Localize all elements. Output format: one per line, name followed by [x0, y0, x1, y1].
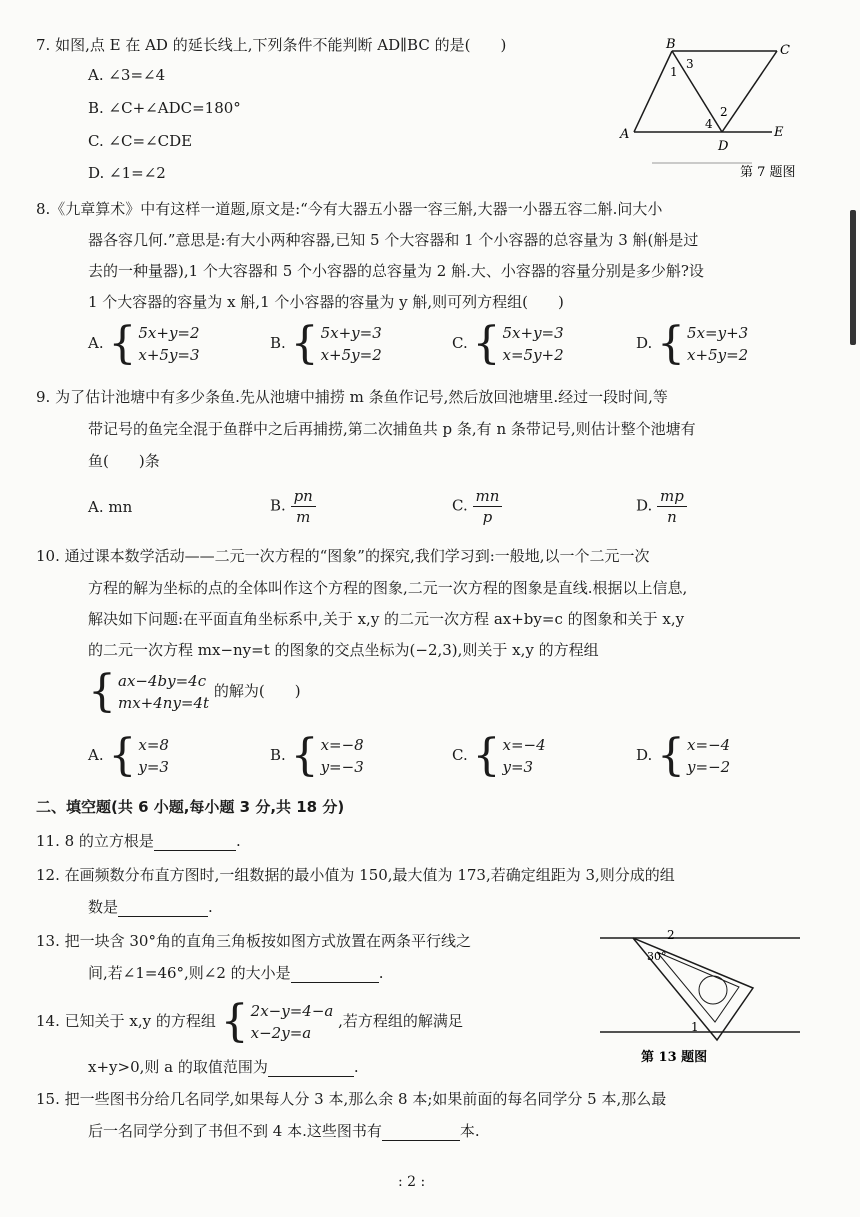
q12-line1: 12. 在画频数分布直方图时,一组数据的最小值为 150,最大值为 173,若确定组距为 3,则分成的组: [36, 866, 675, 884]
q9-line2: 带记号的鱼完全混于鱼群中之后再捕捞,第二次捕鱼共 p 条,有 n 条带记号,则估计整个池塘有: [88, 420, 696, 438]
q10-a-row1: x=8: [138, 736, 169, 754]
q10-option-a: A. { x=8 y=3: [88, 730, 169, 781]
q7-option-b: B. ∠C+∠ADC=180°: [88, 99, 241, 117]
q12-answer-blank[interactable]: [118, 900, 208, 917]
q8-line2: 器各容几何.”意思是:有大小两种容器,已知 5 个大容器和 1 个小容器的总容量为 3 斛(斛是过: [88, 231, 699, 249]
q9-c-denominator: p: [482, 508, 493, 526]
page-number-value: 2: [407, 1174, 417, 1190]
q10-d-row1: x=−4: [687, 736, 731, 754]
label-c: C: [780, 43, 790, 58]
q13-text: 间,若∠1=46°,则∠2 的大小是: [88, 964, 291, 982]
q10-sys-tail: 的解为( ): [213, 682, 301, 700]
board-hole: [699, 976, 727, 1004]
q9-option-b-label: B.: [270, 496, 286, 515]
q14-answer-blank[interactable]: [268, 1060, 354, 1077]
q14-line2: [88, 1056, 359, 1077]
q8-c-row2: x=5y+2: [502, 346, 564, 364]
q11-text: 11. 8 的立方根是: [36, 832, 154, 850]
q8-b-row1: 5x+y=3: [320, 324, 382, 342]
q13-answer-blank[interactable]: [291, 966, 379, 983]
q13-angle-1: 1: [691, 1020, 699, 1034]
q11-end: .: [235, 832, 241, 850]
q10-option-c: C. { x=−4 y=3: [452, 730, 546, 781]
q9-option-c: [452, 486, 502, 527]
q9-option-b: [270, 486, 316, 527]
q14-end: .: [353, 1058, 359, 1076]
q10-option-b-label: B.: [270, 746, 286, 764]
angle-4: 4: [705, 117, 713, 131]
page-number-dot-right: :: [416, 1174, 426, 1190]
q9-d-denominator: n: [667, 508, 677, 526]
q9-b-numerator: pn: [291, 486, 316, 507]
q10-a-row2: y=3: [138, 758, 169, 776]
q10-option-d: D. { x=−4 y=−2: [636, 730, 731, 781]
q9-line1: 9. 为了估计池塘中有多少条鱼.先从池塘中捕捞 m 条鱼作记号,然后放回池塘里.经过一段时间,等: [36, 388, 668, 406]
q8-option-c: C. { 5x+y=3 x=5y+2: [452, 318, 564, 369]
q8-option-b: B. { 5x+y=3 x+5y=2: [270, 318, 382, 369]
q9-option-d-label: D.: [636, 496, 653, 515]
q13-angle-30: 30°: [647, 950, 667, 963]
q9-option-a: A. mn: [88, 498, 133, 516]
q12-end: .: [208, 898, 213, 916]
q7-figure: [612, 36, 812, 186]
q13-caption: 第 13 题图: [641, 1050, 708, 1065]
q8-d-row2: x+5y=2: [687, 346, 749, 364]
line-cd: [722, 51, 777, 132]
q8-line3: 去的一种量器),1 个大容器和 5 个小容器的总容量为 2 斛.大、小容器的容量分别是多少斛?设: [88, 262, 704, 280]
angle-3: 3: [686, 57, 694, 71]
q11-answer-blank[interactable]: [154, 834, 236, 851]
q15-line1: 15. 把一些图书分给几名同学,如果每人分 3 本,那么余 8 本;如果前面的每名同学分 5 本,那么最: [36, 1090, 667, 1108]
q14-text: 14. 已知关于 x,y 的方程组: [36, 1012, 216, 1030]
q10-option-a-label: A.: [88, 746, 104, 764]
q15-end: 本.: [459, 1122, 480, 1140]
q7-option-c: C. ∠C=∠CDE: [88, 132, 193, 150]
q10-line2: 方程的解为坐标的点的全体叫作这个方程的图象,二元一次方程的图象是直线.根据以上信息,: [88, 579, 688, 597]
angle-2: 2: [720, 105, 728, 119]
label-d: D: [718, 139, 729, 154]
q13-end: .: [378, 964, 384, 982]
q8-d-row1: 5x=y+3: [687, 324, 749, 342]
q9-b-denominator: m: [296, 508, 311, 526]
q14-text2: x+y>0,则 a 的取值范围为: [88, 1058, 268, 1076]
q10-b-row1: x=−8: [320, 736, 364, 754]
q10-option-b: B. { x=−8 y=−3: [270, 730, 364, 781]
q8-option-a-label: A.: [88, 334, 104, 352]
q9-option-d: [636, 486, 687, 527]
scrollbar-handle[interactable]: [850, 210, 856, 345]
q12-line2: [88, 896, 213, 917]
q8-option-c-label: C.: [452, 334, 468, 352]
q8-option-d: D. { 5x=y+3 x+5y=2: [636, 318, 749, 369]
q10-sys-row1: ax−4by=4c: [118, 672, 207, 690]
label-a: A: [620, 127, 630, 142]
q10-d-row2: y=−2: [687, 758, 731, 776]
label-e: E: [774, 125, 784, 140]
q9-line3: 鱼( )条: [88, 452, 160, 470]
line-bd: [672, 51, 722, 132]
q8-c-row1: 5x+y=3: [502, 324, 564, 342]
q10-option-c-label: C.: [452, 746, 468, 764]
label-b: B: [666, 37, 676, 52]
q13-angle-2: 2: [667, 928, 675, 942]
q13-line1: 13. 把一块含 30°角的直角三角板按如图方式放置在两条平行线之: [36, 932, 471, 950]
q10-c-row2: y=3: [502, 758, 534, 776]
q9-option-c-label: C.: [452, 496, 468, 515]
q8-a-row2: x+5y=3: [138, 346, 200, 364]
q8-line4: 1 个大容器的容量为 x 斛,1 个小容器的容量为 y 斛,则可列方程组( ): [88, 293, 564, 311]
q15-text: 后一名同学分到了书但不到 4 本.这些图书有: [88, 1122, 382, 1140]
q10-c-row1: x=−4: [502, 736, 546, 754]
q7-caption: 第 7 题图: [740, 165, 796, 180]
q9-c-numerator: mn: [473, 486, 503, 507]
q7-option-a: A. ∠3=∠4: [88, 66, 166, 84]
q8-b-row2: x+5y=2: [320, 346, 382, 364]
q10-line1: 10. 通过课本数学活动——二元一次方程的“图象”的探究,我们学习到:一般地,以一个二元一次: [36, 547, 650, 565]
q8-option-b-label: B.: [270, 334, 286, 352]
section-2-heading: 二、填空题(共 6 小题,每小题 3 分,共 18 分): [36, 798, 345, 816]
q15-line2: [88, 1120, 480, 1141]
q9-d-numerator: mp: [657, 486, 687, 507]
q14-sys-row2: x−2y=a: [250, 1024, 312, 1042]
q13-line2: [88, 962, 383, 983]
q12-text: 数是: [88, 898, 119, 916]
q10-b-row2: y=−3: [320, 758, 364, 776]
q14-sys-row1: 2x−y=4−a: [250, 1002, 334, 1020]
q14-line1: 14. 已知关于 x,y 的方程组 { 2x−y=4−a x−2y=a ,若方程组的解满足: [36, 996, 463, 1047]
q10-line3: 解决如下问题:在平面直角坐标系中,关于 x,y 的二元一次方程 ax+by=c 的图象和关于 x,y: [88, 610, 685, 628]
q10-sys-row2: mx+4ny=4t: [118, 694, 210, 712]
q14-condition: ,若方程组的解满足: [338, 1012, 463, 1030]
q7-stem: 7. 如图,点 E 在 AD 的延长线上,下列条件不能判断 AD∥BC 的是( ): [36, 36, 507, 54]
q10-line4: 的二元一次方程 mx−ny=t 的图象的交点坐标为(−2,3),则关于 x,y 的方程组: [88, 641, 599, 659]
q15-answer-blank[interactable]: [382, 1124, 460, 1141]
q7-option-d: D. ∠1=∠2: [88, 164, 166, 182]
line-ab: [634, 51, 672, 132]
q10-option-d-label: D.: [636, 746, 653, 764]
q8-option-d-label: D.: [636, 334, 653, 352]
page-number-dot-left: :: [398, 1174, 408, 1190]
q8-option-a: A. { 5x+y=2 x+5y=3: [88, 318, 200, 369]
q8-a-row1: 5x+y=2: [138, 324, 200, 342]
angle-1: 1: [670, 65, 678, 79]
q10-system: { ax−4by=4c mx+4ny=4t 的解为( ): [88, 666, 301, 717]
q8-line1: 8.《九章算术》中有这样一道题,原文是:“今有大器五小器一容三斛,大器一小器五容二斛.问大小: [36, 200, 663, 218]
q11: [36, 830, 241, 851]
page-number: [398, 1174, 425, 1190]
q13-figure: [595, 928, 810, 1078]
